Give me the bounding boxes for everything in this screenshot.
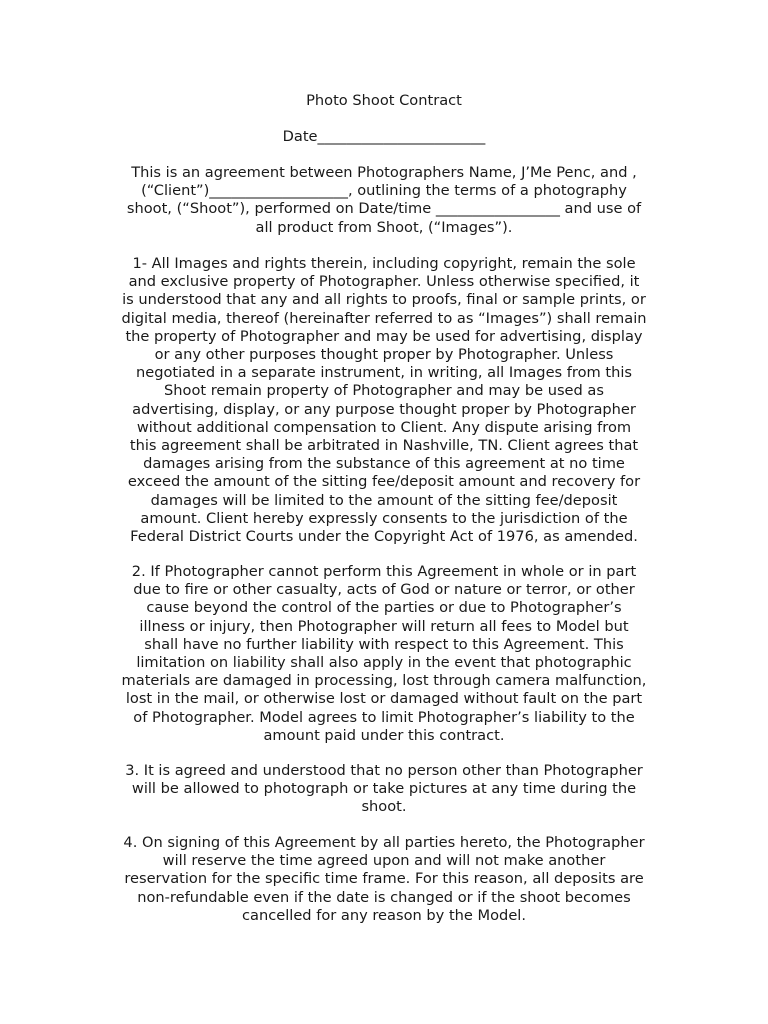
clause-2-paragraph: 2. If Photographer cannot perform this Agreement in whole or in part due to fire or other casualty, acts of God or nature or terror, or other cause beyond the control of the parties or due to Photographer’s illness or injury, then Photographer will return all fees to Model but shall have no further liability with respect to this Agreement. This limitation on liability shall also apply in the event that photographic materials are damaged in processing, lost through camera malfunction, lost in the mail, or otherwise lost or damaged without fault on the part of Photographer. Model agrees to limit Photographer’s liability to the amount paid under this contract. [121, 563, 647, 744]
clause-4-paragraph: 4. On signing of this Agreement by all parties hereto, the Photographer will reserve the time agreed upon and will not make another reservation for the specific time frame. For this reason, all deposits are non-refundable even if the date is changed or if the shoot becomes cancelled for any reason by the Model. [123, 834, 645, 924]
clause-3-paragraph: 3. It is agreed and understood that no person other than Photographer will be allowed to photograph or take pictures at any time during the shoot. [125, 762, 643, 816]
document-title: Photo Shoot Contract [306, 92, 462, 109]
date-field-line: Date_______________________ [282, 128, 486, 145]
intro-paragraph: This is an agreement between Photographers Name, J’Me Penc, and , (“Client”)___________________, outlining the terms of a photography shoot, (“Shoot”), performed on Date/time _________________ and use of all product from Shoot, (“Images”). [126, 164, 642, 236]
clause-1-paragraph: 1- All Images and rights therein, including copyright, remain the sole and exclusive property of Photographer. Unless otherwise specified, it is understood that any and all rights to proofs, final or sample prints, or digital media, thereof (hereinafter referred to as “Images”) shall remain the property of Photographer and may be used for advertising, display or any other purposes thought proper by Photographer. Unless negotiated in a separate instrument, in writing, all Images from this Shoot remain property of Photographer and may be used as advertising, display, or any purpose thought proper by Photographer without additional compensation to Client. Any dispute arising from this agreement shall be arbitrated in Nashville, TN. Client agrees that damages arising from the substance of this agreement at no time exceed the amount of the sitting fee/deposit amount and recovery for damages will be limited to the amount of the sitting fee/deposit amount. Client hereby expressly consents to the jurisdiction of the Federal District Courts under the Copyright Act of 1976, as amended. [121, 255, 647, 546]
